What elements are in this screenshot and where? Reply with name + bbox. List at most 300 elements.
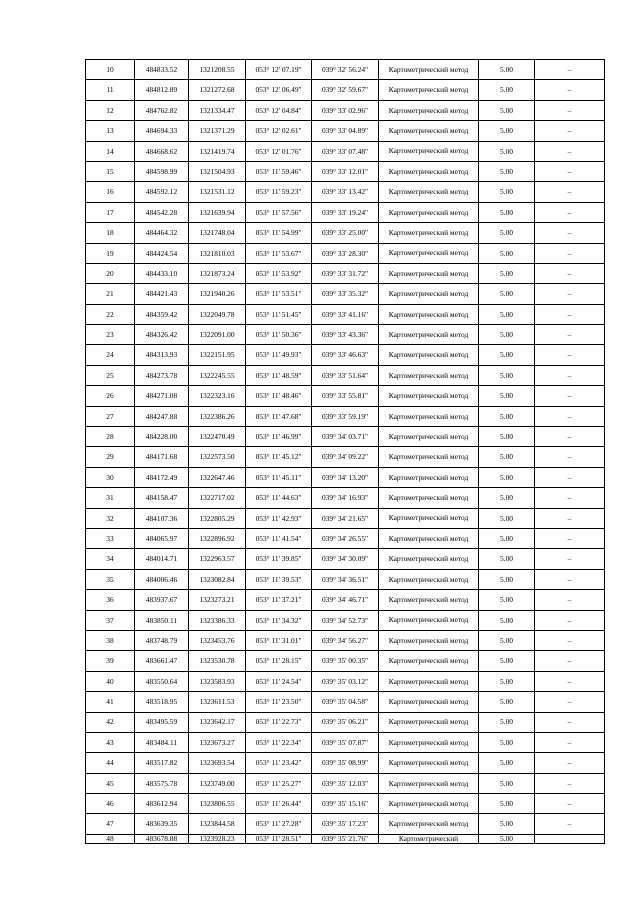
x-coordinate-cell: 484464.32 — [135, 223, 189, 243]
point-number-cell: 42 — [86, 712, 135, 732]
x-coordinate-cell: 484359.42 — [135, 304, 189, 324]
table-row — [86, 590, 605, 610]
latitude-cell: 053° 11' 59.23" — [246, 182, 312, 202]
point-number-cell: 24 — [86, 345, 135, 365]
latitude-cell: 053° 11' 53.67" — [246, 243, 312, 263]
note-cell: – — [535, 223, 605, 243]
accuracy-cell: 5.00 — [479, 141, 535, 161]
x-coordinate-cell: 483575.78 — [135, 773, 189, 793]
y-coordinate-cell: 1323673.27 — [189, 732, 246, 752]
longitude-cell: 039° 32' 59.67" — [312, 80, 379, 100]
note-cell: – — [535, 60, 605, 80]
point-number-cell: 37 — [86, 610, 135, 630]
y-coordinate-cell: 1321334.47 — [189, 100, 246, 120]
method-cell: Картометрический метод — [379, 427, 479, 447]
y-coordinate-cell: 1323844.58 — [189, 814, 246, 834]
method-cell: Картометрический метод — [379, 732, 479, 752]
longitude-cell: 039° 33' 43.36" — [312, 325, 379, 345]
point-number-cell: 33 — [86, 528, 135, 548]
x-coordinate-cell: 484762.82 — [135, 100, 189, 120]
accuracy-cell: 5.00 — [479, 569, 535, 589]
y-coordinate-cell: 1323082.84 — [189, 569, 246, 589]
y-coordinate-cell: 1321873.24 — [189, 263, 246, 283]
note-cell: – — [535, 406, 605, 426]
accuracy-cell: 5.00 — [479, 386, 535, 406]
y-coordinate-cell: 1323530.78 — [189, 651, 246, 671]
method-cell: Картометрический метод — [379, 488, 479, 508]
longitude-cell: 039° 35' 00.35" — [312, 651, 379, 671]
point-number-cell: 40 — [86, 671, 135, 691]
note-cell: – — [535, 365, 605, 385]
point-number-cell: 22 — [86, 304, 135, 324]
y-coordinate-cell: 1322091.00 — [189, 325, 246, 345]
longitude-cell: 039° 33' 12.01" — [312, 161, 379, 181]
table-row — [86, 325, 605, 345]
note-cell: – — [535, 488, 605, 508]
x-coordinate-cell: 484107.36 — [135, 508, 189, 528]
note-cell: – — [535, 794, 605, 814]
table-row — [86, 60, 605, 80]
table-row — [86, 732, 605, 752]
point-number-cell: 45 — [86, 773, 135, 793]
method-cell: Картометрический — [379, 834, 479, 843]
latitude-cell: 053° 11' 23.42" — [246, 753, 312, 773]
table-row — [86, 651, 605, 671]
point-number-cell: 35 — [86, 569, 135, 589]
y-coordinate-cell: 1322323.16 — [189, 386, 246, 406]
point-number-cell: 44 — [86, 753, 135, 773]
x-coordinate-cell: 483639.35 — [135, 814, 189, 834]
note-cell: – — [535, 80, 605, 100]
note-cell: – — [535, 386, 605, 406]
y-coordinate-cell: 1321810.03 — [189, 243, 246, 263]
accuracy-cell: 5.00 — [479, 80, 535, 100]
table-row — [86, 814, 605, 834]
point-number-cell: 34 — [86, 549, 135, 569]
point-number-cell: 46 — [86, 794, 135, 814]
note-cell: – — [535, 773, 605, 793]
table-row — [86, 488, 605, 508]
longitude-cell: 039° 33' 25.00" — [312, 223, 379, 243]
point-number-cell: 21 — [86, 284, 135, 304]
latitude-cell: 053° 11' 45.11" — [246, 467, 312, 487]
y-coordinate-cell: 1321371.29 — [189, 121, 246, 141]
x-coordinate-cell: 484812.89 — [135, 80, 189, 100]
x-coordinate-cell: 484172.49 — [135, 467, 189, 487]
note-cell: – — [535, 590, 605, 610]
note-cell: – — [535, 100, 605, 120]
longitude-cell: 039° 33' 02.96" — [312, 100, 379, 120]
accuracy-cell: 5.00 — [479, 610, 535, 630]
longitude-cell: 039° 32' 56.24" — [312, 60, 379, 80]
latitude-cell: 053° 11' 26.44" — [246, 794, 312, 814]
x-coordinate-cell: 484421.43 — [135, 284, 189, 304]
point-number-cell: 36 — [86, 590, 135, 610]
table-row — [86, 182, 605, 202]
method-cell: Картометрический метод — [379, 610, 479, 630]
y-coordinate-cell: 1321272.68 — [189, 80, 246, 100]
latitude-cell: 053° 12' 02.61" — [246, 121, 312, 141]
x-coordinate-cell: 484668.62 — [135, 141, 189, 161]
accuracy-cell: 5.00 — [479, 651, 535, 671]
longitude-cell: 039° 33' 07.48" — [312, 141, 379, 161]
latitude-cell: 053° 11' 53.92" — [246, 263, 312, 283]
x-coordinate-cell: 484006.46 — [135, 569, 189, 589]
latitude-cell: 053° 11' 39.53" — [246, 569, 312, 589]
method-cell: Картометрический метод — [379, 80, 479, 100]
point-number-cell: 31 — [86, 488, 135, 508]
latitude-cell: 053° 11' 24.54" — [246, 671, 312, 691]
y-coordinate-cell: 1322805.29 — [189, 508, 246, 528]
point-number-cell: 14 — [86, 141, 135, 161]
table-row — [86, 100, 605, 120]
table-row — [86, 121, 605, 141]
latitude-cell: 053° 11' 59.46" — [246, 161, 312, 181]
longitude-cell: 039° 35' 21.76" — [312, 834, 379, 843]
longitude-cell: 039° 33' 46.63" — [312, 345, 379, 365]
table-row — [86, 304, 605, 324]
table-row — [86, 243, 605, 263]
accuracy-cell: 5.00 — [479, 814, 535, 834]
accuracy-cell: 5.00 — [479, 712, 535, 732]
note-cell: – — [535, 141, 605, 161]
table-row — [86, 141, 605, 161]
point-number-cell: 39 — [86, 651, 135, 671]
latitude-cell: 053° 11' 39.85" — [246, 549, 312, 569]
accuracy-cell: 5.00 — [479, 60, 535, 80]
accuracy-cell: 5.00 — [479, 528, 535, 548]
latitude-cell: 053° 11' 42.93" — [246, 508, 312, 528]
point-number-cell: 17 — [86, 202, 135, 222]
accuracy-cell: 5.00 — [479, 692, 535, 712]
point-number-cell: 32 — [86, 508, 135, 528]
y-coordinate-cell: 1321208.55 — [189, 60, 246, 80]
table-row — [86, 202, 605, 222]
note-cell: – — [535, 712, 605, 732]
note-cell: – — [535, 161, 605, 181]
y-coordinate-cell: 1322963.57 — [189, 549, 246, 569]
point-number-cell: 18 — [86, 223, 135, 243]
method-cell: Картометрический метод — [379, 100, 479, 120]
note-cell: – — [535, 182, 605, 202]
longitude-cell: 039° 34' 09.22" — [312, 447, 379, 467]
x-coordinate-cell: 484592.12 — [135, 182, 189, 202]
note-cell: – — [535, 630, 605, 650]
table-row — [86, 773, 605, 793]
longitude-cell: 039° 35' 08.99" — [312, 753, 379, 773]
longitude-cell: 039° 33' 13.42" — [312, 182, 379, 202]
point-number-cell: 10 — [86, 60, 135, 80]
latitude-cell: 053° 11' 51.45" — [246, 304, 312, 324]
table-row — [86, 345, 605, 365]
note-cell: – — [535, 447, 605, 467]
note-cell: – — [535, 467, 605, 487]
longitude-cell: 039° 35' 07.87" — [312, 732, 379, 752]
x-coordinate-cell: 484598.99 — [135, 161, 189, 181]
note-cell: – — [535, 692, 605, 712]
note-cell: – — [535, 651, 605, 671]
method-cell: Картометрический метод — [379, 406, 479, 426]
point-number-cell: 25 — [86, 365, 135, 385]
note-cell: – — [535, 284, 605, 304]
y-coordinate-cell: 1322386.26 — [189, 406, 246, 426]
longitude-cell: 039° 35' 12.03" — [312, 773, 379, 793]
y-coordinate-cell: 1323453.76 — [189, 630, 246, 650]
longitude-cell: 039° 33' 51.64" — [312, 365, 379, 385]
y-coordinate-cell: 1323806.55 — [189, 794, 246, 814]
y-coordinate-cell: 1322049.78 — [189, 304, 246, 324]
table-row — [86, 80, 605, 100]
method-cell: Картометрический метод — [379, 284, 479, 304]
table-row — [86, 549, 605, 569]
point-number-cell: 28 — [86, 427, 135, 447]
accuracy-cell: 5.00 — [479, 732, 535, 752]
x-coordinate-cell: 483550.64 — [135, 671, 189, 691]
x-coordinate-cell: 484171.68 — [135, 447, 189, 467]
latitude-cell: 053° 12' 04.84" — [246, 100, 312, 120]
table-row — [86, 386, 605, 406]
accuracy-cell: 5.00 — [479, 263, 535, 283]
y-coordinate-cell: 1321639.94 — [189, 202, 246, 222]
y-coordinate-cell: 1323693.54 — [189, 753, 246, 773]
table-row — [86, 467, 605, 487]
point-number-cell: 29 — [86, 447, 135, 467]
method-cell: Картометрический метод — [379, 121, 479, 141]
latitude-cell: 053° 11' 37.21" — [246, 590, 312, 610]
longitude-cell: 039° 34' 30.09" — [312, 549, 379, 569]
accuracy-cell: 5.00 — [479, 834, 535, 843]
accuracy-cell: 5.00 — [479, 161, 535, 181]
longitude-cell: 039° 33' 19.24" — [312, 202, 379, 222]
latitude-cell: 053° 11' 48.46" — [246, 386, 312, 406]
method-cell: Картометрический метод — [379, 365, 479, 385]
table-row — [86, 427, 605, 447]
point-number-cell: 27 — [86, 406, 135, 426]
method-cell: Картометрический метод — [379, 263, 479, 283]
note-cell: – — [535, 243, 605, 263]
accuracy-cell: 5.00 — [479, 365, 535, 385]
table-row — [86, 406, 605, 426]
latitude-cell: 053° 11' 31.01" — [246, 630, 312, 650]
accuracy-cell: 5.00 — [479, 773, 535, 793]
method-cell: Картометрический метод — [379, 60, 479, 80]
point-number-cell: 26 — [86, 386, 135, 406]
x-coordinate-cell: 483748.79 — [135, 630, 189, 650]
y-coordinate-cell: 1322245.55 — [189, 365, 246, 385]
x-coordinate-cell: 483518.95 — [135, 692, 189, 712]
point-number-cell: 15 — [86, 161, 135, 181]
table-row — [86, 284, 605, 304]
table-row — [86, 712, 605, 732]
latitude-cell: 053° 12' 06.49" — [246, 80, 312, 100]
y-coordinate-cell: 1323583.93 — [189, 671, 246, 691]
method-cell: Картометрический метод — [379, 692, 479, 712]
accuracy-cell: 5.00 — [479, 304, 535, 324]
longitude-cell: 039° 34' 03.71" — [312, 427, 379, 447]
accuracy-cell: 5.00 — [479, 121, 535, 141]
x-coordinate-cell: 484014.71 — [135, 549, 189, 569]
method-cell: Картометрический метод — [379, 161, 479, 181]
latitude-cell: 053° 11' 23.50" — [246, 692, 312, 712]
longitude-cell: 039° 34' 36.51" — [312, 569, 379, 589]
latitude-cell: 053° 11' 34.32" — [246, 610, 312, 630]
accuracy-cell: 5.00 — [479, 202, 535, 222]
note-cell: – — [535, 549, 605, 569]
method-cell: Картометрический метод — [379, 141, 479, 161]
y-coordinate-cell: 1321531.12 — [189, 182, 246, 202]
table-row — [86, 834, 605, 843]
x-coordinate-cell: 484433.10 — [135, 263, 189, 283]
method-cell: Картометрический метод — [379, 651, 479, 671]
x-coordinate-cell: 484424.54 — [135, 243, 189, 263]
method-cell: Картометрический метод — [379, 569, 479, 589]
accuracy-cell: 5.00 — [479, 753, 535, 773]
table-row — [86, 365, 605, 385]
method-cell: Картометрический метод — [379, 630, 479, 650]
y-coordinate-cell: 1322896.92 — [189, 528, 246, 548]
latitude-cell: 053° 11' 47.68" — [246, 406, 312, 426]
note-cell: – — [535, 610, 605, 630]
latitude-cell: 053° 11' 49.93" — [246, 345, 312, 365]
note-cell — [535, 834, 605, 843]
accuracy-cell: 5.00 — [479, 406, 535, 426]
point-number-cell: 19 — [86, 243, 135, 263]
y-coordinate-cell: 1322151.95 — [189, 345, 246, 365]
y-coordinate-cell: 1321940.26 — [189, 284, 246, 304]
note-cell: – — [535, 732, 605, 752]
longitude-cell: 039° 34' 56.27" — [312, 630, 379, 650]
table-row — [86, 671, 605, 691]
latitude-cell: 053° 11' 22.73" — [246, 712, 312, 732]
latitude-cell: 053° 12' 07.19" — [246, 60, 312, 80]
accuracy-cell: 5.00 — [479, 100, 535, 120]
accuracy-cell: 5.00 — [479, 671, 535, 691]
x-coordinate-cell: 484065.97 — [135, 528, 189, 548]
accuracy-cell: 5.00 — [479, 508, 535, 528]
longitude-cell: 039° 34' 26.55" — [312, 528, 379, 548]
method-cell: Картометрический метод — [379, 345, 479, 365]
point-number-cell: 41 — [86, 692, 135, 712]
x-coordinate-cell: 484694.33 — [135, 121, 189, 141]
y-coordinate-cell: 1321748.04 — [189, 223, 246, 243]
longitude-cell: 039° 34' 16.93" — [312, 488, 379, 508]
y-coordinate-cell: 1322647.46 — [189, 467, 246, 487]
method-cell: Картометрический метод — [379, 243, 479, 263]
latitude-cell: 053° 11' 48.59" — [246, 365, 312, 385]
point-number-cell: 43 — [86, 732, 135, 752]
latitude-cell: 053° 11' 28.51" — [246, 834, 312, 843]
method-cell: Картометрический метод — [379, 753, 479, 773]
y-coordinate-cell: 1323749.00 — [189, 773, 246, 793]
accuracy-cell: 5.00 — [479, 467, 535, 487]
y-coordinate-cell: 1323386.33 — [189, 610, 246, 630]
method-cell: Картометрический метод — [379, 182, 479, 202]
longitude-cell: 039° 35' 15.16" — [312, 794, 379, 814]
latitude-cell: 053° 11' 50.36" — [246, 325, 312, 345]
latitude-cell: 053° 11' 27.28" — [246, 814, 312, 834]
note-cell: – — [535, 325, 605, 345]
longitude-cell: 039° 35' 06.21" — [312, 712, 379, 732]
latitude-cell: 053° 12' 01.76" — [246, 141, 312, 161]
x-coordinate-cell: 483484.11 — [135, 732, 189, 752]
x-coordinate-cell: 484158.47 — [135, 488, 189, 508]
note-cell: – — [535, 304, 605, 324]
x-coordinate-cell: 484247.88 — [135, 406, 189, 426]
y-coordinate-cell: 1322573.50 — [189, 447, 246, 467]
note-cell: – — [535, 814, 605, 834]
accuracy-cell: 5.00 — [479, 284, 535, 304]
accuracy-cell: 5.00 — [479, 488, 535, 508]
y-coordinate-cell: 1321504.93 — [189, 161, 246, 181]
method-cell: Картометрический метод — [379, 223, 479, 243]
y-coordinate-cell: 1323928.23 — [189, 834, 246, 843]
method-cell: Картометрический метод — [379, 773, 479, 793]
x-coordinate-cell: 484833.52 — [135, 60, 189, 80]
method-cell: Картометрический метод — [379, 712, 479, 732]
x-coordinate-cell: 484542.28 — [135, 202, 189, 222]
latitude-cell: 053° 11' 53.51" — [246, 284, 312, 304]
latitude-cell: 053° 11' 44.63" — [246, 488, 312, 508]
x-coordinate-cell: 484313.93 — [135, 345, 189, 365]
note-cell: – — [535, 202, 605, 222]
longitude-cell: 039° 33' 04.89" — [312, 121, 379, 141]
method-cell: Картометрический метод — [379, 508, 479, 528]
table-row — [86, 223, 605, 243]
longitude-cell: 039° 35' 17.23" — [312, 814, 379, 834]
latitude-cell: 053° 11' 57.56" — [246, 202, 312, 222]
table-row — [86, 692, 605, 712]
x-coordinate-cell: 483495.59 — [135, 712, 189, 732]
y-coordinate-cell: 1322470.49 — [189, 427, 246, 447]
y-coordinate-cell: 1323642.17 — [189, 712, 246, 732]
accuracy-cell: 5.00 — [479, 345, 535, 365]
accuracy-cell: 5.00 — [479, 447, 535, 467]
latitude-cell: 053° 11' 45.12" — [246, 447, 312, 467]
accuracy-cell: 5.00 — [479, 182, 535, 202]
table-row — [86, 569, 605, 589]
x-coordinate-cell: 483850.11 — [135, 610, 189, 630]
point-number-cell: 30 — [86, 467, 135, 487]
table-row — [86, 161, 605, 181]
note-cell: – — [535, 569, 605, 589]
note-cell: – — [535, 508, 605, 528]
point-number-cell: 23 — [86, 325, 135, 345]
note-cell: – — [535, 753, 605, 773]
longitude-cell: 039° 35' 04.58" — [312, 692, 379, 712]
longitude-cell: 039° 33' 31.72" — [312, 263, 379, 283]
table-row — [86, 508, 605, 528]
point-number-cell: 48 — [86, 834, 135, 843]
method-cell: Картометрический метод — [379, 528, 479, 548]
method-cell: Картометрический метод — [379, 590, 479, 610]
x-coordinate-cell: 483937.67 — [135, 590, 189, 610]
method-cell: Картометрический метод — [379, 549, 479, 569]
table-row — [86, 447, 605, 467]
longitude-cell: 039° 33' 28.30" — [312, 243, 379, 263]
x-coordinate-cell: 483678.88 — [135, 834, 189, 843]
table-row — [86, 610, 605, 630]
note-cell: – — [535, 427, 605, 447]
note-cell: – — [535, 528, 605, 548]
method-cell: Картометрический метод — [379, 814, 479, 834]
accuracy-cell: 5.00 — [479, 243, 535, 263]
table-row — [86, 528, 605, 548]
x-coordinate-cell: 484326.42 — [135, 325, 189, 345]
table-row — [86, 630, 605, 650]
point-number-cell: 11 — [86, 80, 135, 100]
accuracy-cell: 5.00 — [479, 590, 535, 610]
longitude-cell: 039° 33' 41.16" — [312, 304, 379, 324]
